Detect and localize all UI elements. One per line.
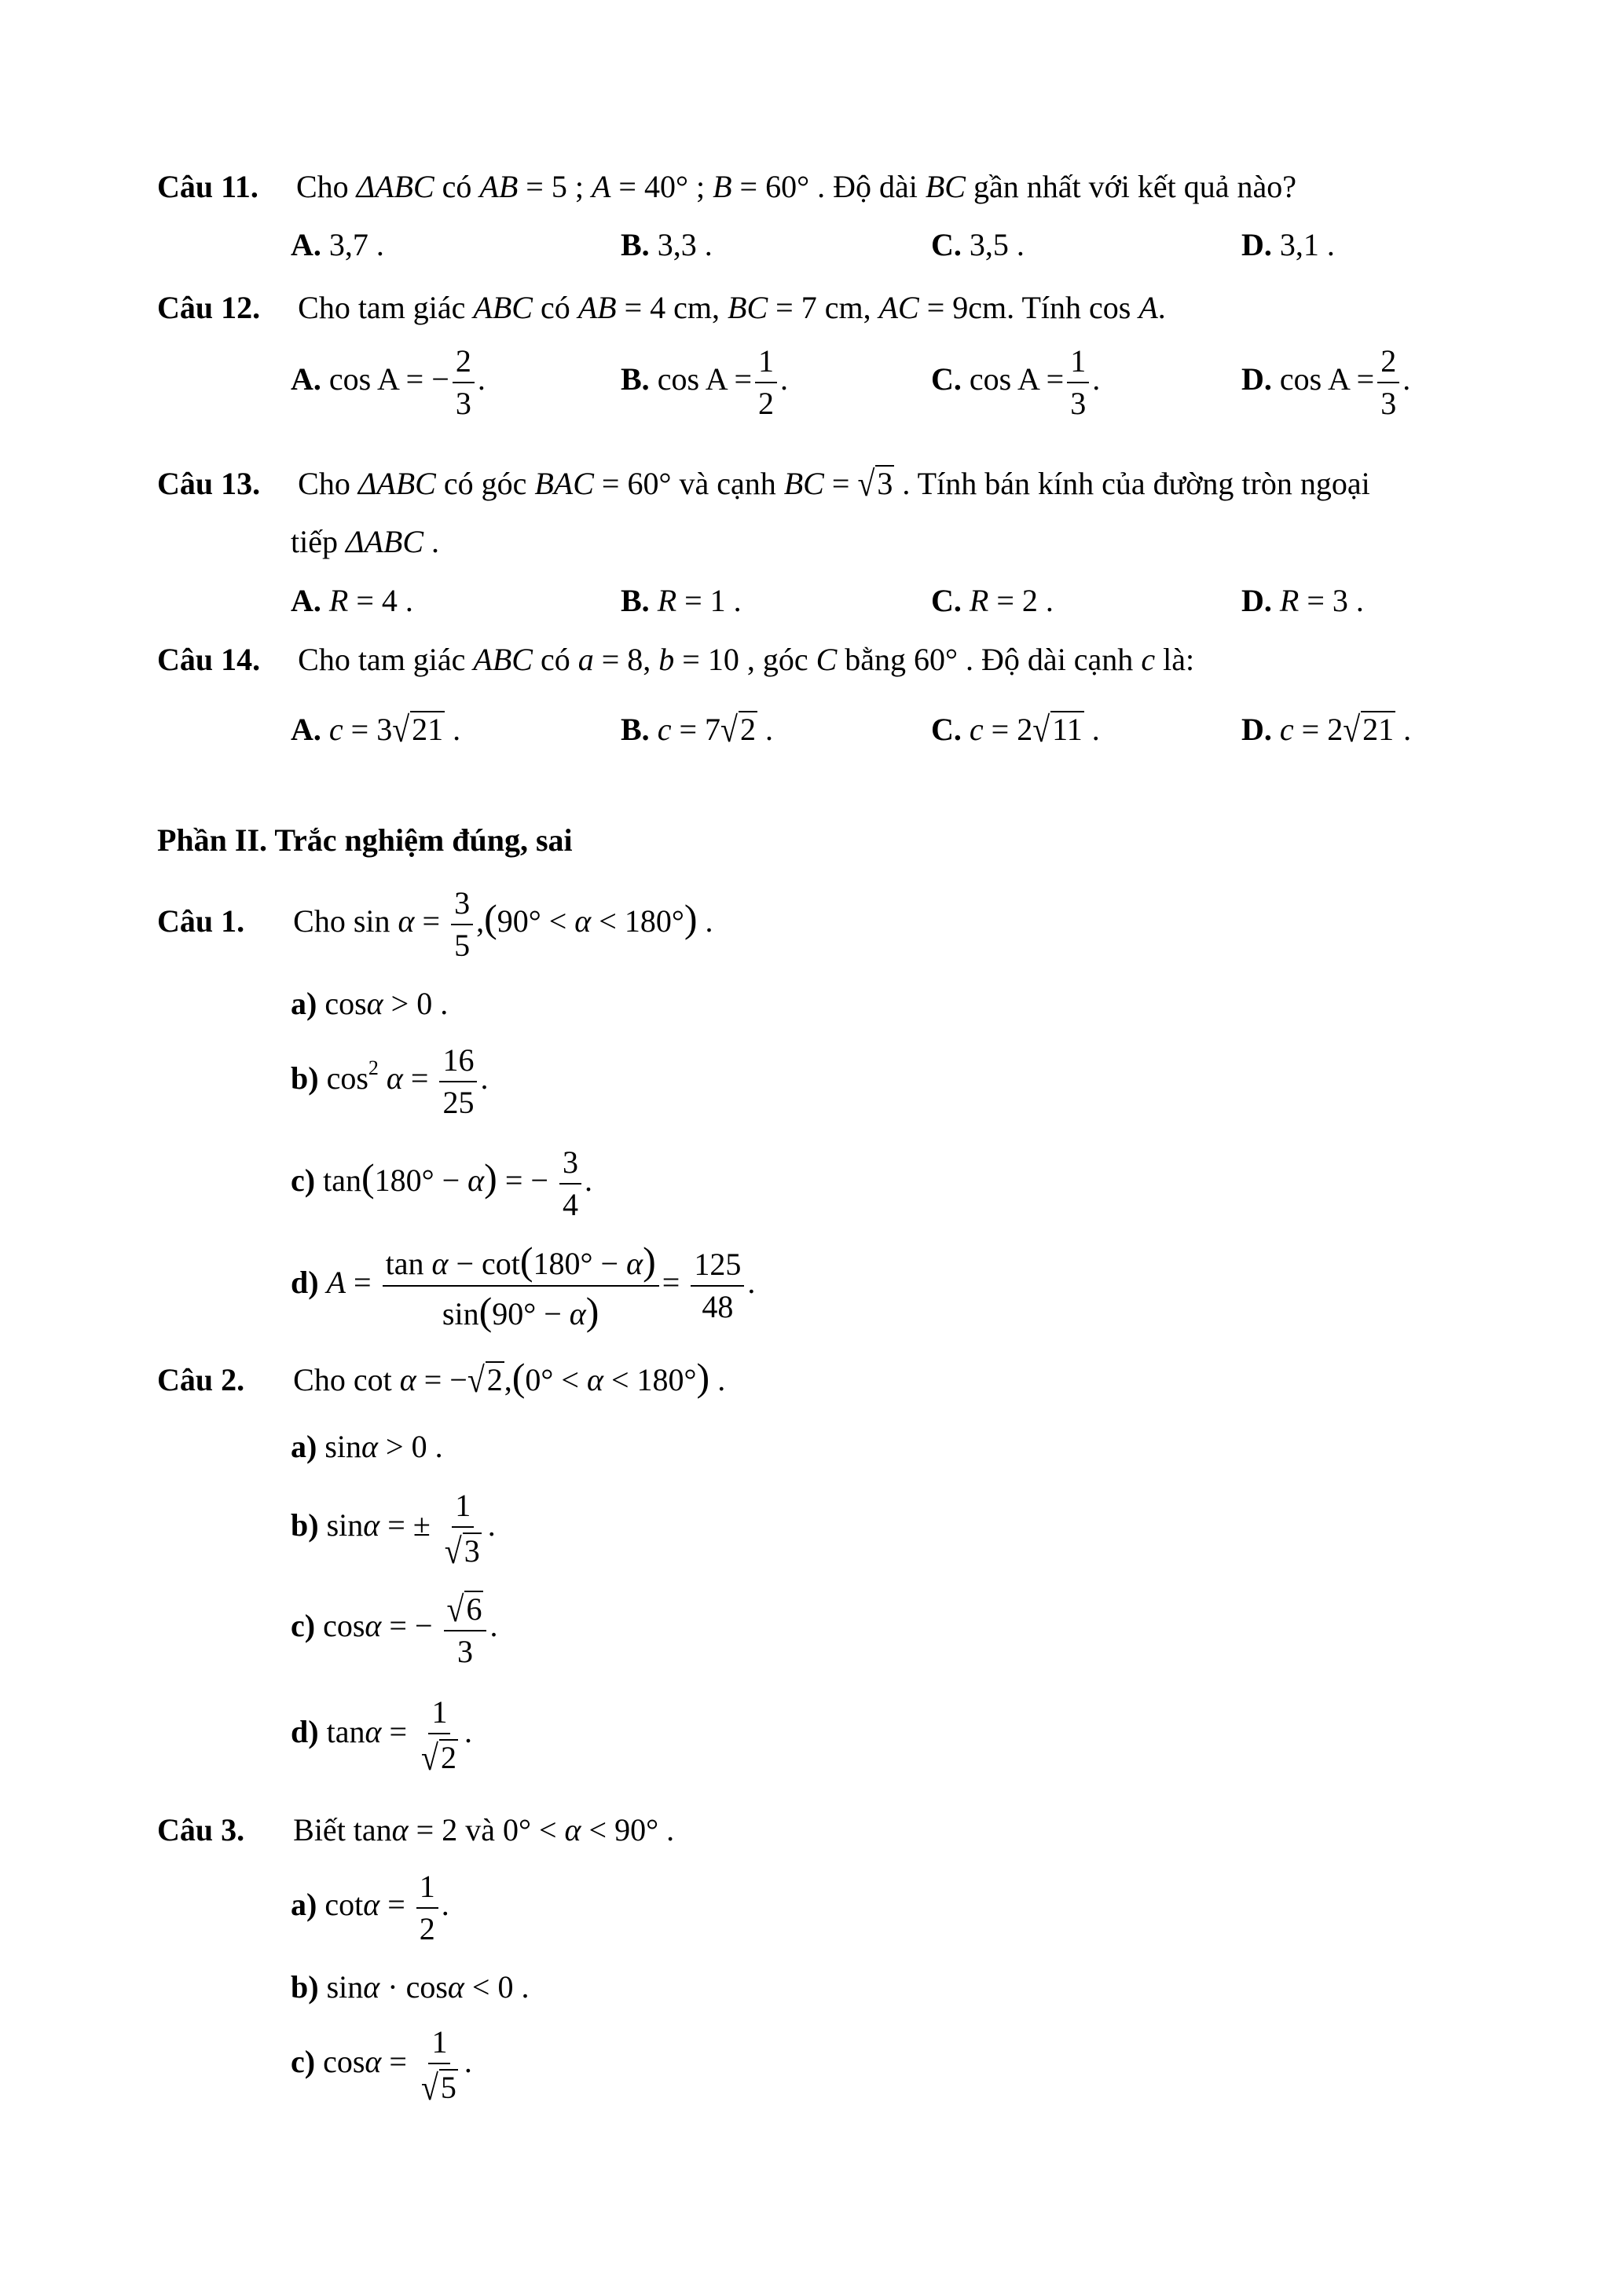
question-label: Câu 2. [157,1362,245,1397]
option-a[interactable]: A. 3,7 . [291,227,384,262]
option-c[interactable]: C. c = 2√11 . [931,709,1100,750]
question-label: Câu 1. [157,903,245,939]
option-d[interactable]: D. c = 2√21 . [1241,709,1412,750]
option-a[interactable]: A. c = 3√21 . [291,709,461,750]
question-stem: Biết tanα = 2 và 0° < α < 90° . [293,1812,675,1847]
statement-c[interactable]: c) cosα = − $\frac{√6}{3}$ . [291,1588,498,1669]
fraction: $\frac{1}{3}$ [1067,346,1089,419]
option-d[interactable]: D. R = 3 . [1241,583,1364,618]
option-a[interactable]: A. cos A = − $\frac{2}{3}$ . [291,343,486,421]
option-a[interactable]: A. R = 4 . [291,583,413,618]
tf-question-1 [157,885,713,963]
question-13 [157,463,1370,504]
question-11 [157,171,1296,203]
option-c[interactable]: C. R = 2 . [931,583,1054,618]
option-d[interactable]: D. 3,1 . [1241,227,1335,262]
statement-a[interactable]: a) cosα > 0 . [291,986,449,1021]
option-b[interactable]: B. c = 7√2 . [621,709,773,750]
tf-question-2 [157,1355,726,1401]
question-12 [157,292,1166,324]
question-label: Câu 3. [157,1812,245,1847]
question-label: Câu 14. [157,642,261,677]
option-c[interactable]: C. cos A = $\frac{1}{3}$ . [931,343,1101,421]
fraction: $\frac{2}{3}$ [453,346,475,419]
statement-b[interactable]: b) sinα · cosα < 0 . [291,1969,530,2005]
option-b[interactable]: B. cos A = $\frac{1}{2}$ . [621,343,789,421]
question-stem-line1: Cho ΔABC có góc BAC = 60° và cạnh BC = √3 . Tính bán kính của đường tròn ngoại [298,463,1370,504]
statement-a[interactable]: a) sinα > 0 . [291,1429,443,1464]
question-stem-line2: tiếp ΔABC . [291,524,440,559]
option-d[interactable]: D. cos A = $\frac{2}{3}$ . [1241,343,1411,421]
question-stem: Cho tam giác ABC có AB = 4 cm, BC = 7 cm, AC = 9cm. Tính cos A. [298,290,1166,325]
tf-question-3 [157,1814,674,1846]
question-stem: Cho tam giác ABC có a = 8, b = 10 , góc C bằng 60° . Độ dài cạnh c là: [298,642,1195,677]
statement-b[interactable]: b) $\cos^2 \alpha$ = $\frac{16}{25}$ . [291,1042,489,1120]
question-label: Câu 13. [157,466,261,501]
question-14 [157,644,1194,676]
section-heading: Phần II. Trắc nghiệm đúng, sai [157,822,573,858]
question-label: Câu 11. [157,169,258,204]
question-stem: Cho cot α = −√2,(0° < α < 180°) . [293,1355,726,1401]
statement-a[interactable]: a) cotα = $\frac{1}{2}$ . [291,1869,449,1946]
statement-d[interactable]: d) tanα = $\frac{1}{√2}$ . [291,1694,472,1778]
fraction: $\frac{2}{3}$ [1377,346,1399,419]
option-b[interactable]: B. R = 1 . [621,583,742,618]
statement-c[interactable]: c) cosα = $\frac{1}{√5}$ . [291,2024,472,2108]
statement-c[interactable]: c) tan(180° − α) = − $\frac{3}{4}$ . [291,1144,592,1222]
option-c[interactable]: C. 3,5 . [931,227,1025,262]
option-b[interactable]: B. 3,3 . [621,227,713,262]
statement-d[interactable]: d) A = $\frac{\text{tan α − cot(180° − α)}}{\sin(90^\circ - \alpha)}$ = $\frac{125}{48}$ . [291,1239,756,1333]
question-stem: Cho ΔABC có AB = 5 ; A = 40° ; B = 60° . Độ dài BC gần nhất với kết quả nào? [295,169,1296,204]
statement-b[interactable]: b) sinα = ± $\frac{1}{√3}$ . [291,1488,496,1572]
question-label: Câu 12. [157,290,261,325]
question-stem: Cho sin α = $\frac{3}{5}$ ,(90° < α < 180°) . [293,885,713,963]
fraction: $\frac{1}{2}$ [755,346,777,419]
